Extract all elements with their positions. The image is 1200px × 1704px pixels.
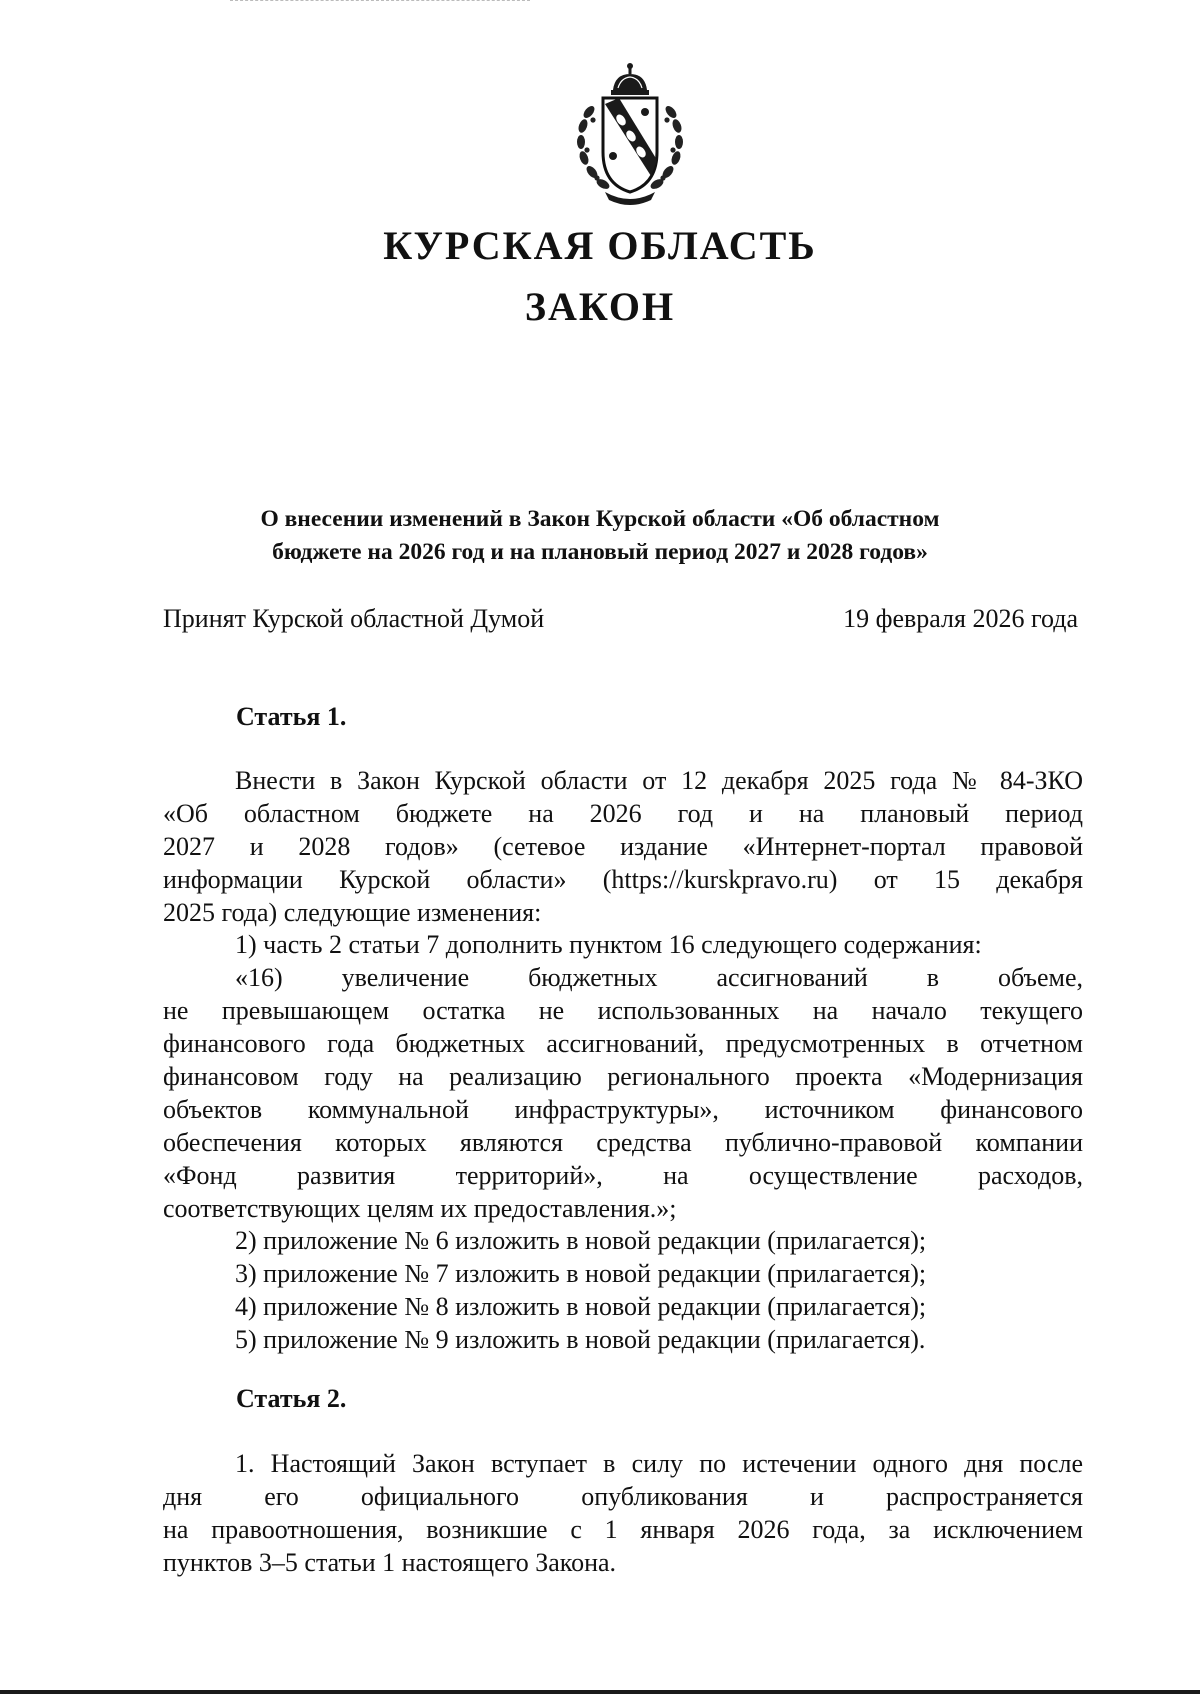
text-line: не превышающем остатка не использованных на начало текущего [163,996,1083,1026]
text-line: 1) часть 2 статьи 7 дополнить пунктом 16 следующего содержания: [235,930,982,960]
text-line: финансового года бюджетных ассигнований, предусмотренных в отчетном [163,1029,1083,1059]
text-line: 5) приложение № 9 изложить в новой редакции (прилагается). [235,1325,926,1355]
text-line: объектов коммунальной инфраструктуры», источником финансового [163,1094,1083,1124]
law-title-line: О внесении изменений в Закон Курской области «Об областном [260,506,940,532]
adoption-line [163,602,1078,636]
text-line: 3) приложение № 7 изложить в новой редакции (прилагается); [235,1259,927,1289]
text-line: 1. Настоящий Закон вступает в силу по истечении одного дня после [235,1449,1083,1478]
text-line: «Фонд развития территорий», на осуществление расходов, [163,1160,1083,1190]
text-line: Внести в Закон Курской области от 12 декабря 2025 года № 84-ЗКО [235,766,1083,795]
kursk-coat-of-arms-icon [565,60,695,210]
text-line: обеспечения которых являются средства публично-правовой компании [163,1127,1083,1157]
law-title [150,503,1050,569]
text-line: соответствующих целям их предоставления.»; [163,1193,677,1223]
text-line: 2) приложение № 6 изложить в новой редакции (прилагается); [235,1226,927,1256]
adoption-date: 19 февраля 2026 года [843,604,1078,633]
article-2-heading: Статья 2. [236,1384,347,1413]
scan-artifact [230,0,530,3]
text-line: 2027 и 2028 годов» (сетевое издание «Интернет-портал правовой [163,831,1083,861]
article-1-heading: Статья 1. [236,702,347,731]
scan-edge-line [0,1690,1200,1694]
law-title-line: бюджете на 2026 год и на плановый период 2027 и 2028 годов» [272,539,928,565]
adopted-by: Принят Курской областной Думой [163,604,545,633]
text-line: дня его официального опубликования и распространяется [163,1481,1083,1511]
text-line: «Об областном бюджете на 2026 год и на плановый период [163,798,1083,828]
text-line: информации Курской области» (https://kurskpravo.ru) от 15 декабря [163,864,1083,894]
article-1-body [163,765,1083,1357]
text-line: 2025 года) следующие изменения: [163,897,542,927]
document-type-heading: ЗАКОН [524,284,676,329]
text-line: 4) приложение № 8 изложить в новой редакции (прилагается); [235,1292,927,1322]
text-line: финансовом году на реализацию регионального проекта «Модернизация [163,1062,1083,1092]
region-heading: КУРСКАЯ ОБЛАСТЬ [383,223,817,268]
text-line: пунктов 3–5 статьи 1 настоящего Закона. [163,1547,617,1577]
text-line: на правоотношения, возникшие с 1 января 2026 года, за исключением [163,1514,1083,1544]
article-2-body [163,1448,1083,1580]
text-line: «16) увеличение бюджетных ассигнований в объеме, [235,963,1083,993]
